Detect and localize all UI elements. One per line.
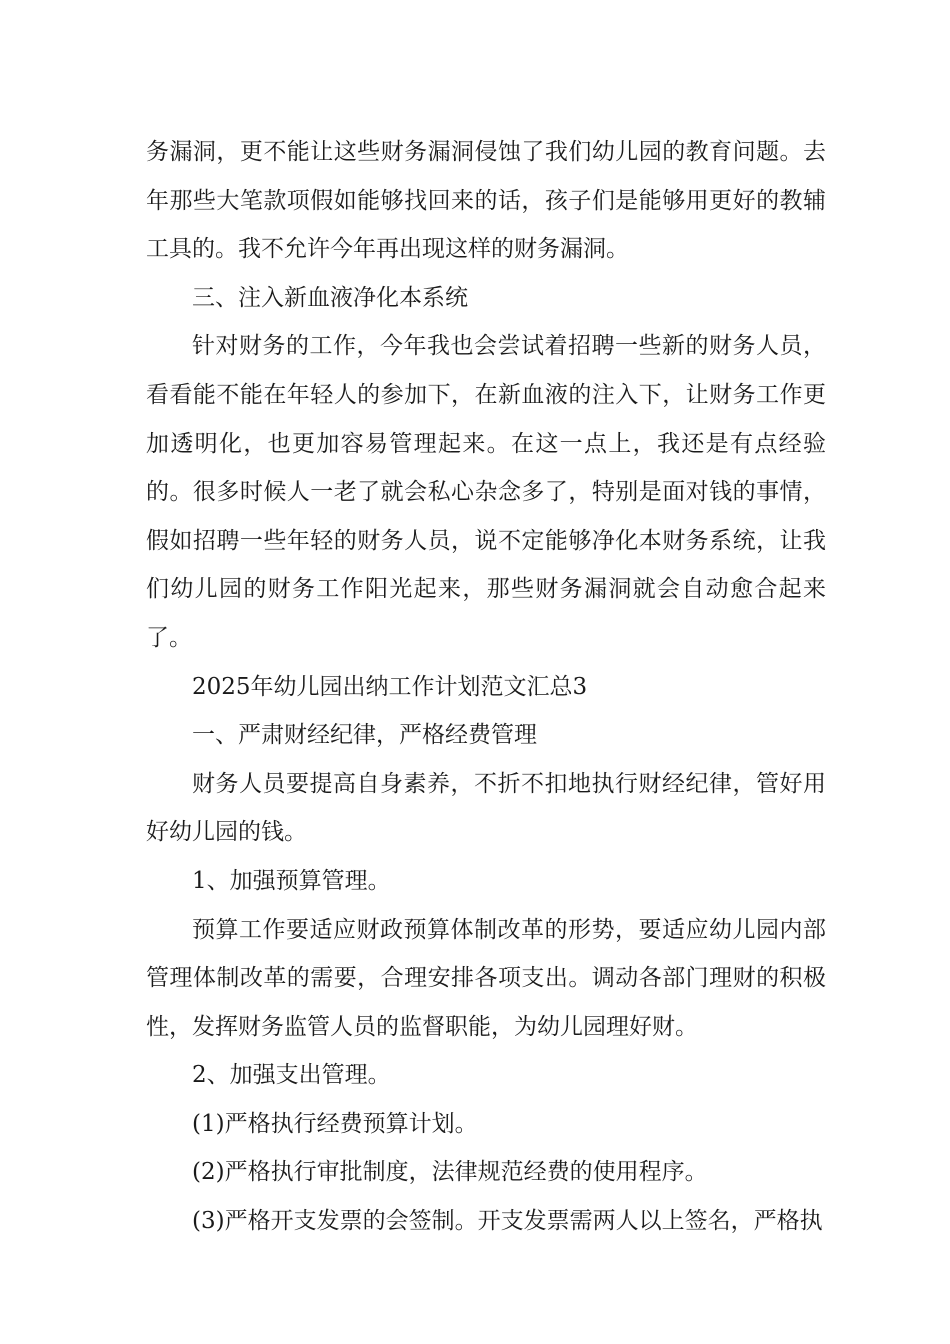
paragraph-budget: 预算工作要适应财政预算体制改革的形势，要适应幼儿园内部管理体制改革的需要，合理安排各项支出。调动各部门理财的积极性，发挥财务监管人员的监督职能，为幼儿园理好财。 [146, 916, 826, 1040]
section-heading-3: 三、注入新血液净化本系统 [192, 284, 468, 311]
document-title: 2025年幼儿园出纳工作计划范文汇总3 [192, 673, 588, 700]
list-item-2: (2)严格执行审批制度，法律规范经费的使用程序。 [192, 1159, 708, 1186]
list-item-3: (3)严格开支发票的会签制。开支发票需两人以上签名，严格执 [192, 1208, 823, 1235]
paragraph-discipline: 财务人员要提高自身素养，不折不扣地执行财经纪律，管好用好幼儿园的钱。 [146, 770, 826, 846]
subheading-budget: 1、加强预算管理。 [192, 867, 391, 894]
paragraph-continuation: 务漏洞，更不能让这些财务漏洞侵蚀了我们幼儿园的教育问题。去年那些大笔款项假如能够找回来的话，孩子们是能够用更好的教辅工具的。我不允许今年再出现这样的财务漏洞。 [146, 139, 826, 263]
list-item-1: (1)严格执行经费预算计划。 [192, 1110, 478, 1137]
section-heading-1: 一、严肃财经纪律，严格经费管理 [192, 722, 537, 749]
subheading-expense: 2、加强支出管理。 [192, 1062, 391, 1089]
document-body [146, 128, 826, 1246]
paragraph-new-staff: 针对财务的工作，今年我也会尝试着招聘一些新的财务人员，看看能不能在年轻人的参加下，在新血液的注入下，让财务工作更加透明化，也更加容易管理起来。在这一点上，我还是有点经验的。很多时候人一老了就会私心杂念多了，特别是面对钱的事情，假如招聘一些年轻的财务人员，说不定能够净化本财务系统，让我们幼儿园的财务工作阳光起来，那些财务漏洞就会自动愈合起来了。 [146, 333, 826, 651]
